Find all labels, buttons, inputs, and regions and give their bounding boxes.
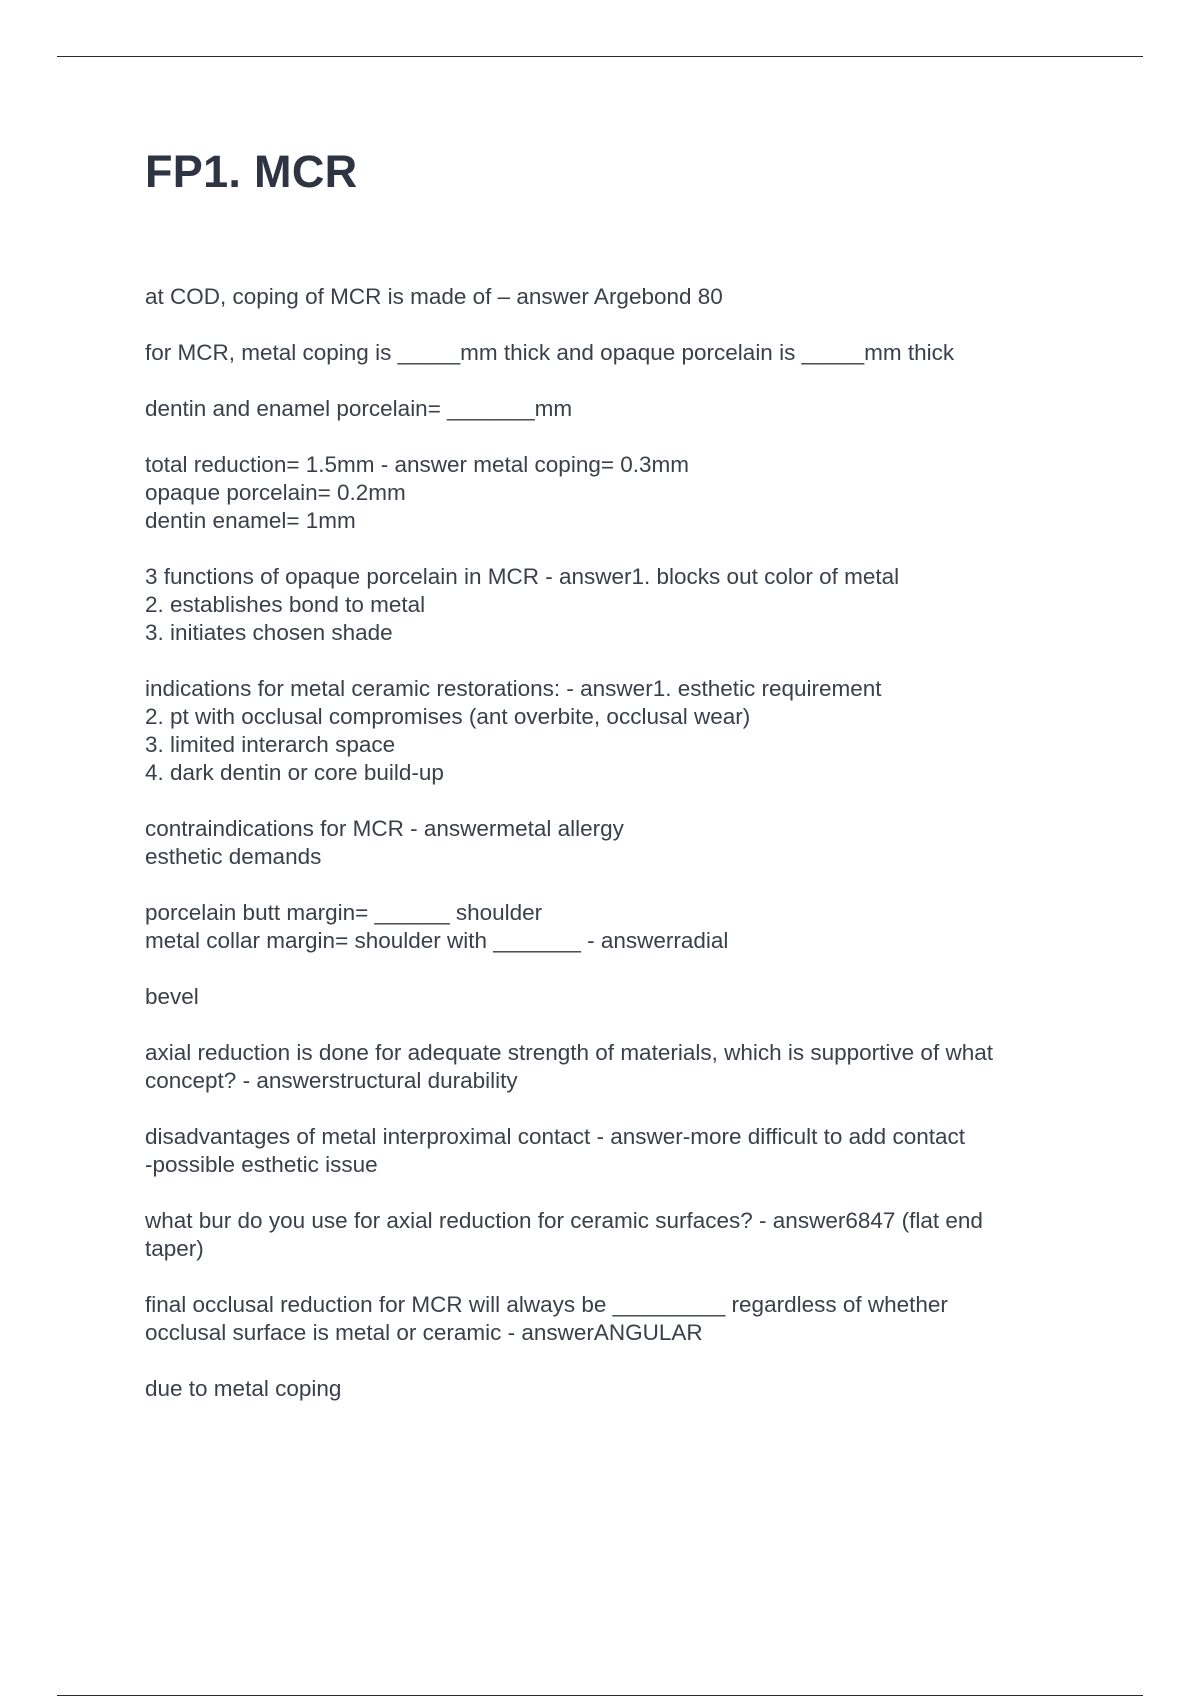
question-paragraph xyxy=(145,899,1075,955)
question-paragraph xyxy=(145,1291,1075,1347)
paragraph-line: 2. pt with occlusal compromises (ant overbite, occlusal wear) xyxy=(145,704,751,729)
page-title: FP1. MCR xyxy=(145,146,358,197)
paragraph-line: at COD, coping of MCR is made of – answer Argebond 80 xyxy=(145,284,723,309)
paragraph-line: axial reduction is done for adequate strength of materials, which is supportive of what xyxy=(145,1040,993,1065)
paragraph-line: occlusal surface is metal or ceramic - answerANGULAR xyxy=(145,1320,703,1345)
paragraph-line: porcelain butt margin= ______ shoulder xyxy=(145,900,543,925)
paragraph-line: esthetic demands xyxy=(145,844,322,869)
paragraph-line: concept? - answerstructural durability xyxy=(145,1068,518,1093)
paragraph-line: 4. dark dentin or core build-up xyxy=(145,760,444,785)
bottom-rule xyxy=(57,1695,1143,1696)
paragraph-line: dentin and enamel porcelain= _______mm xyxy=(145,396,573,421)
top-rule xyxy=(57,56,1143,57)
paragraph-line: metal collar margin= shoulder with _______ - answerradial xyxy=(145,928,729,953)
question-paragraph xyxy=(145,395,1075,423)
question-paragraph xyxy=(145,339,1075,367)
paragraph-line: for MCR, metal coping is _____mm thick and opaque porcelain is _____mm thick xyxy=(145,340,955,365)
question-paragraph xyxy=(145,563,1075,647)
question-paragraph xyxy=(145,1375,1075,1403)
paragraph-line: 3. initiates chosen shade xyxy=(145,620,393,645)
question-paragraph xyxy=(145,283,1075,311)
paragraph-line: bevel xyxy=(145,984,199,1009)
paragraph-line: 3. limited interarch space xyxy=(145,732,396,757)
paragraph-line: contraindications for MCR - answermetal allergy xyxy=(145,816,624,841)
paragraph-line: disadvantages of metal interproximal contact - answer-more difficult to add contact xyxy=(145,1124,965,1149)
paragraph-line: final occlusal reduction for MCR will always be _________ regardless of whether xyxy=(145,1292,948,1317)
paragraph-line: -possible esthetic issue xyxy=(145,1152,378,1177)
paragraph-line: 3 functions of opaque porcelain in MCR - answer1. blocks out color of metal xyxy=(145,564,900,589)
question-paragraph xyxy=(145,983,1075,1011)
paragraph-line: what bur do you use for axial reduction for ceramic surfaces? - answer6847 (flat end xyxy=(145,1208,983,1233)
paragraph-line: 2. establishes bond to metal xyxy=(145,592,426,617)
paragraph-line: opaque porcelain= 0.2mm xyxy=(145,480,406,505)
paragraph-line: dentin enamel= 1mm xyxy=(145,508,356,533)
question-paragraph xyxy=(145,1039,1075,1095)
paragraph-line: taper) xyxy=(145,1236,204,1261)
paragraph-line: indications for metal ceramic restorations: - answer1. esthetic requirement xyxy=(145,676,882,701)
document-body xyxy=(145,283,1075,1431)
question-paragraph xyxy=(145,451,1075,535)
question-paragraph xyxy=(145,1123,1075,1179)
paragraph-line: due to metal coping xyxy=(145,1376,342,1401)
paragraph-line: total reduction= 1.5mm - answer metal coping= 0.3mm xyxy=(145,452,689,477)
question-paragraph xyxy=(145,1207,1075,1263)
question-paragraph xyxy=(145,815,1075,871)
question-paragraph xyxy=(145,675,1075,787)
